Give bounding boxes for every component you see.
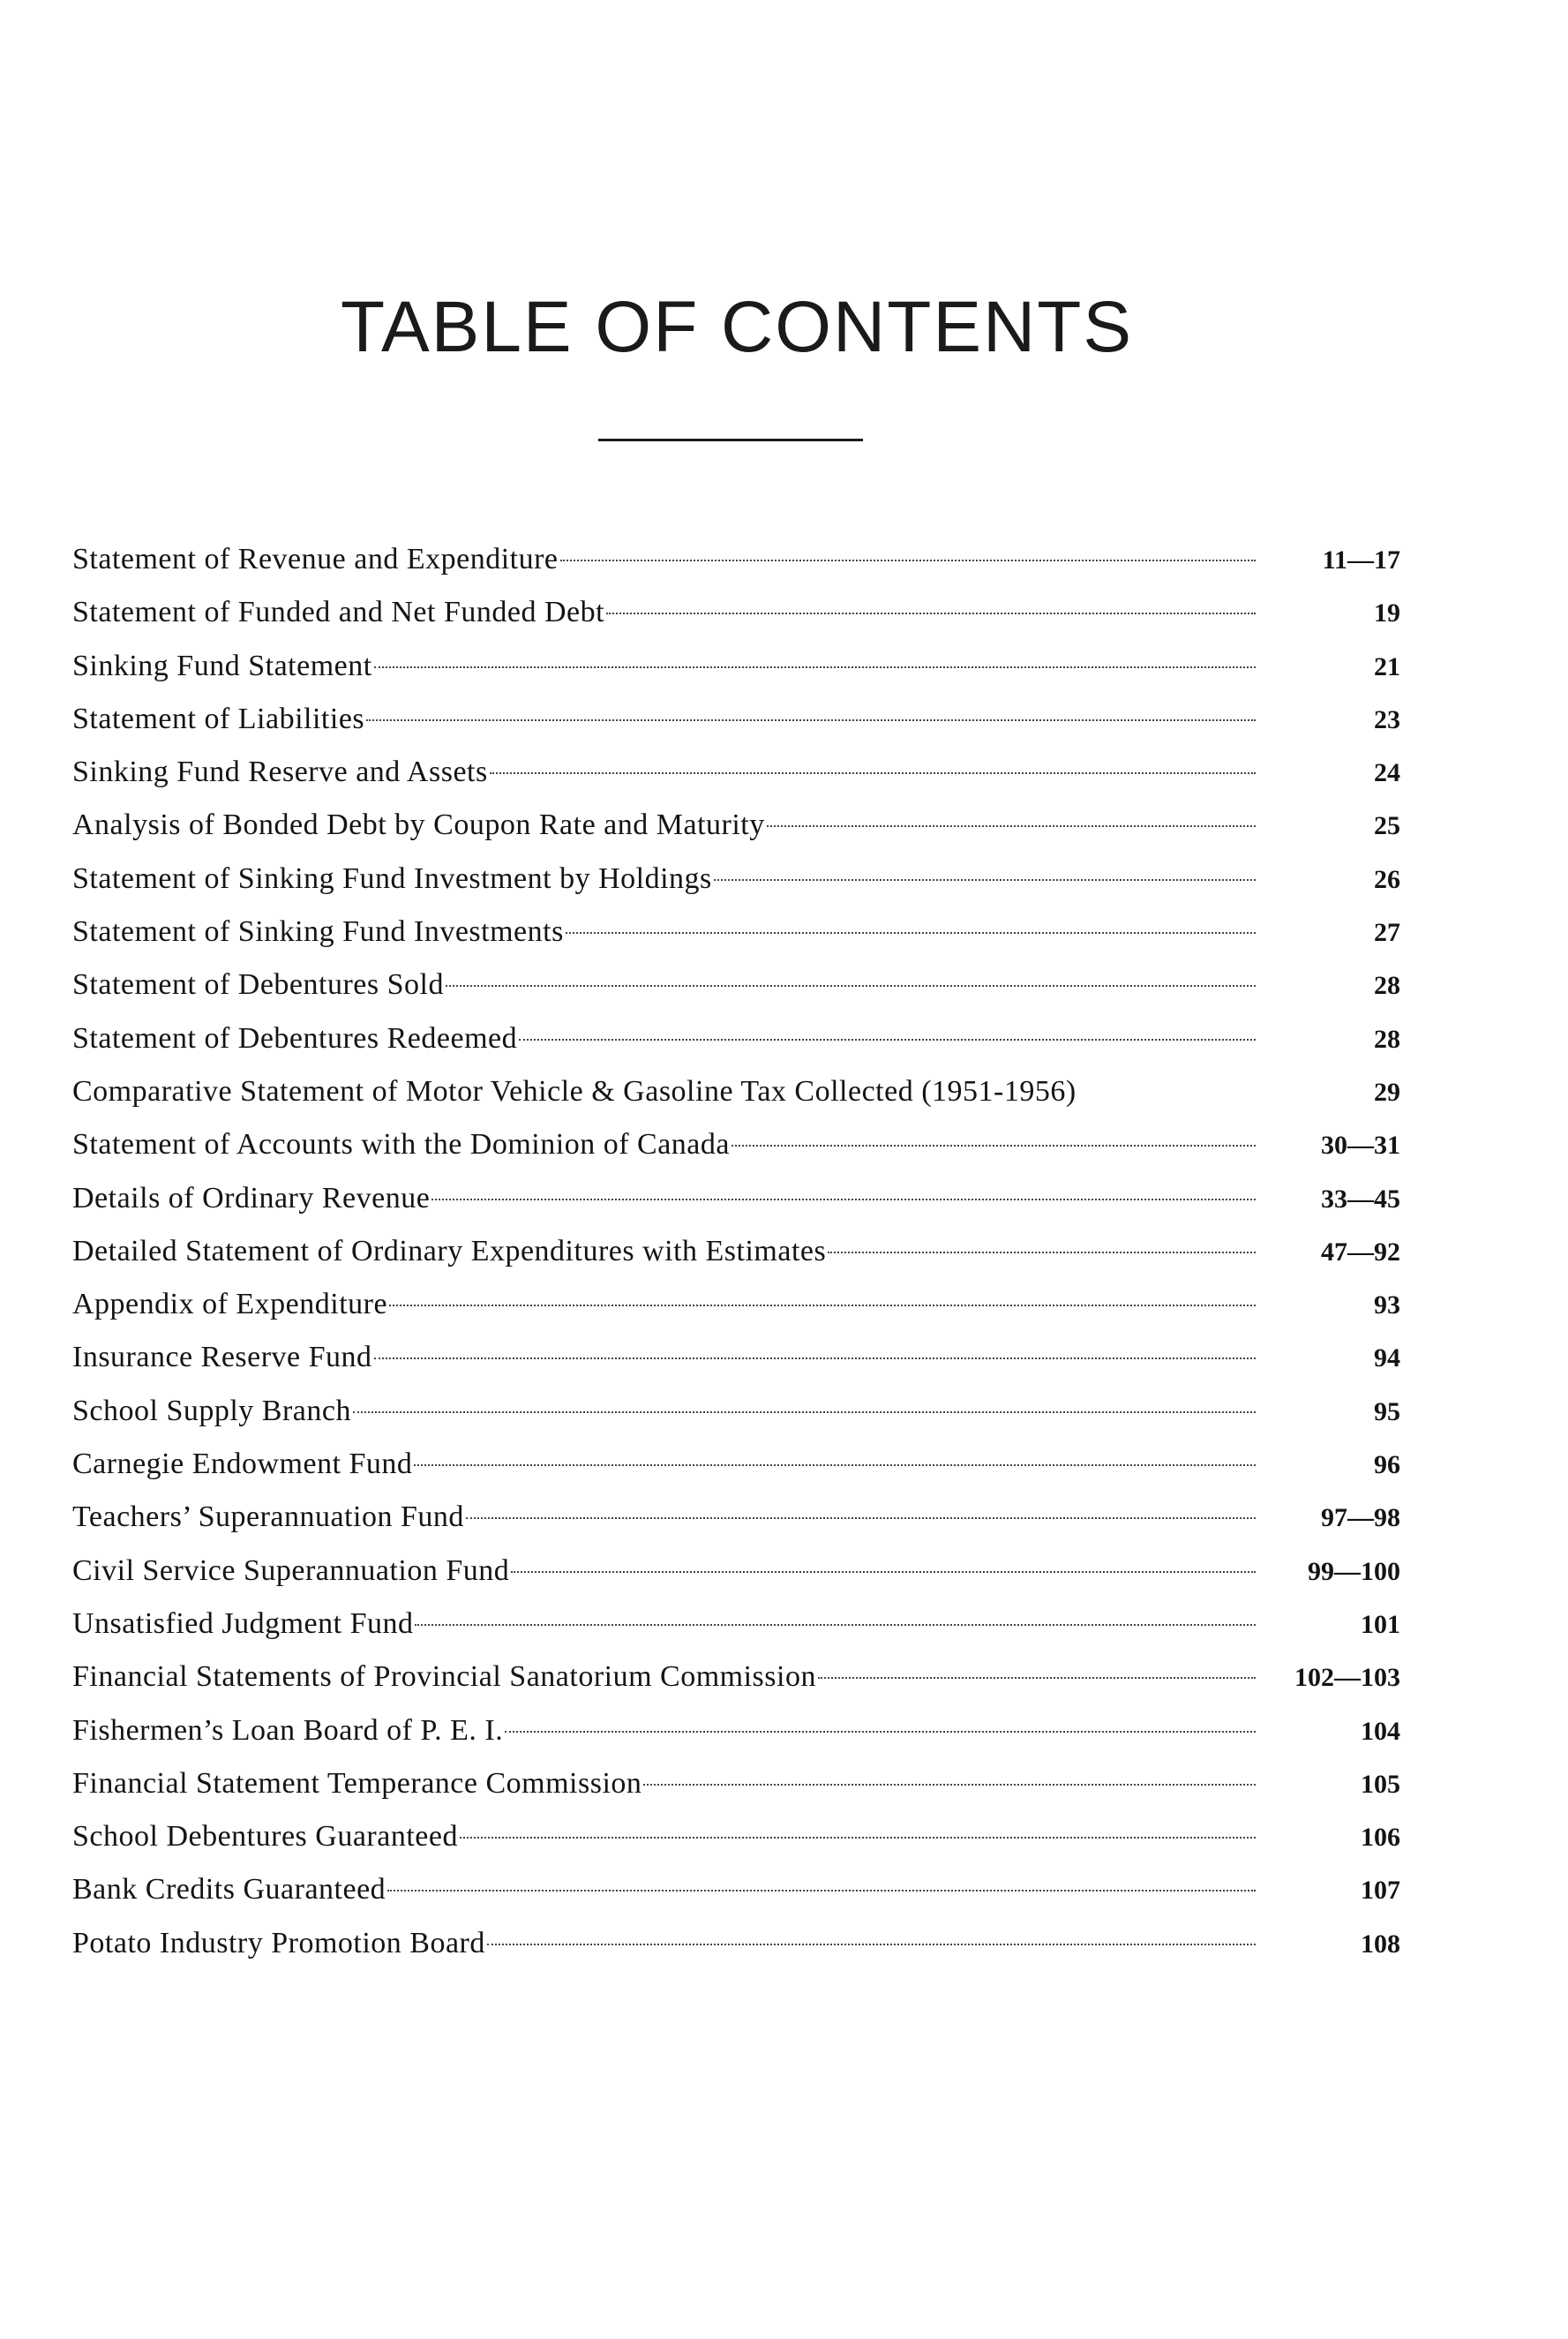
toc-entry[interactable] xyxy=(72,959,1400,1012)
toc-entry[interactable] xyxy=(72,1757,1400,1810)
toc-entry-title: Statement of Accounts with the Dominion of Canada xyxy=(72,1128,730,1162)
toc-entry-title: Statement of Liabilities xyxy=(72,702,365,735)
toc-entry-pages: 33—45 xyxy=(1321,1184,1400,1214)
toc-entry[interactable] xyxy=(72,1065,1400,1118)
dot-leader xyxy=(519,1039,1256,1041)
toc-entry-title: Details of Ordinary Revenue xyxy=(72,1181,431,1215)
toc-entry[interactable] xyxy=(72,586,1400,639)
toc-entry-pages: 95 xyxy=(1374,1396,1400,1426)
toc-entry-title: School Debentures Guaranteed xyxy=(72,1820,458,1854)
toc-entry-pages: 26 xyxy=(1374,864,1400,894)
toc-entry[interactable] xyxy=(72,906,1400,959)
toc-entry[interactable] xyxy=(72,1172,1400,1225)
toc-entry-title: Statement of Debentures Sold xyxy=(72,968,444,1002)
toc-entry-title: Statement of Funded and Net Funded Debt xyxy=(72,596,605,629)
toc-entry[interactable] xyxy=(72,693,1400,746)
toc-entry[interactable] xyxy=(72,533,1400,586)
dot-leader xyxy=(505,1731,1256,1733)
toc-entry[interactable] xyxy=(72,1118,1400,1171)
dot-leader xyxy=(366,719,1256,721)
toc-entry-pages: 107 xyxy=(1361,1876,1400,1906)
toc-entry-title: Sinking Fund Reserve and Assets xyxy=(72,756,488,789)
toc-entry[interactable] xyxy=(72,1545,1400,1598)
toc-entry[interactable] xyxy=(72,799,1400,852)
toc-entry-title: Financial Statements of Provincial Sanatorium Commission xyxy=(72,1660,816,1694)
toc-entry-title: Financial Statement Temperance Commission xyxy=(72,1766,642,1800)
toc-entry-pages: 47—92 xyxy=(1321,1237,1400,1267)
toc-entry-pages: 99—100 xyxy=(1308,1556,1400,1586)
dot-leader xyxy=(431,1199,1256,1200)
dot-leader xyxy=(606,613,1256,614)
toc-entry-title: Bank Credits Guaranteed xyxy=(72,1873,386,1907)
toc-entry-title: Insurance Reserve Fund xyxy=(72,1341,372,1374)
toc-entry-pages: 97—98 xyxy=(1321,1503,1400,1533)
toc-entry[interactable] xyxy=(72,1385,1400,1438)
toc-entry-title: Sinking Fund Statement xyxy=(72,649,372,682)
toc-entry-title: Comparative Statement of Motor Vehicle & Gasoline Tax Collected (1951-1956) xyxy=(72,1074,1077,1108)
toc-entry-pages: 29 xyxy=(1374,1077,1400,1107)
toc-entry-pages: 19 xyxy=(1374,598,1400,628)
toc-entry-pages: 27 xyxy=(1374,918,1400,948)
dot-leader xyxy=(818,1677,1256,1679)
toc-entry[interactable] xyxy=(72,1863,1400,1916)
dot-leader xyxy=(560,560,1257,561)
dot-leader xyxy=(714,879,1256,881)
dot-leader xyxy=(828,1252,1256,1253)
dot-leader xyxy=(767,825,1256,827)
page-title: TABLE OF CONTENTS xyxy=(340,287,1134,367)
toc-entry-title: Detailed Statement of Ordinary Expenditures with Estimates xyxy=(72,1234,827,1267)
toc-entry[interactable] xyxy=(72,1598,1400,1651)
toc-entry-pages: 24 xyxy=(1374,758,1400,788)
toc-entry[interactable] xyxy=(72,1012,1400,1065)
dot-leader xyxy=(487,1944,1256,1945)
toc-entry[interactable] xyxy=(72,1331,1400,1384)
toc-entry-title: Statement of Sinking Fund Investment by Holdings xyxy=(72,861,712,895)
toc-entry[interactable] xyxy=(72,640,1400,693)
dot-leader xyxy=(511,1571,1256,1573)
toc-entry-title: Statement of Revenue and Expenditure xyxy=(72,543,559,575)
toc-entry[interactable] xyxy=(72,1651,1400,1703)
toc-entry-pages: 105 xyxy=(1361,1769,1400,1799)
toc-entry-title: Civil Service Superannuation Fund xyxy=(72,1553,510,1587)
toc-entry[interactable] xyxy=(72,1810,1400,1863)
dot-leader xyxy=(374,1358,1256,1359)
toc-entry-pages: 21 xyxy=(1374,651,1400,681)
toc-entry-pages: 28 xyxy=(1374,971,1400,1001)
toc-entry-title: Teachers’ Superannuation Fund xyxy=(72,1500,464,1534)
toc-entry-title: School Supply Branch xyxy=(72,1394,351,1427)
dot-leader xyxy=(731,1145,1256,1147)
dot-leader xyxy=(389,1305,1256,1306)
dot-leader xyxy=(353,1411,1256,1413)
toc-entry-pages: 30—31 xyxy=(1321,1131,1400,1161)
dot-leader xyxy=(490,772,1256,774)
toc-entry-pages: 106 xyxy=(1361,1823,1400,1853)
dot-leader xyxy=(460,1837,1256,1839)
dot-leader xyxy=(566,932,1256,934)
toc-entry[interactable] xyxy=(72,1491,1400,1544)
toc-entry-pages: 102—103 xyxy=(1294,1663,1400,1693)
toc-entry-pages: 104 xyxy=(1361,1716,1400,1746)
toc-entry[interactable] xyxy=(72,1438,1400,1491)
dot-leader xyxy=(446,985,1256,987)
toc-entry-pages: 28 xyxy=(1374,1024,1400,1054)
toc-entry-pages: 96 xyxy=(1374,1450,1400,1480)
toc-entry-pages: 23 xyxy=(1374,704,1400,734)
dot-leader xyxy=(374,666,1256,668)
toc-entry-pages: 108 xyxy=(1361,1929,1400,1959)
dot-leader xyxy=(414,1464,1256,1466)
toc-entry-title: Statement of Sinking Fund Investments xyxy=(72,915,564,949)
dot-leader xyxy=(415,1624,1256,1626)
toc-entry[interactable] xyxy=(72,746,1400,799)
toc-entry-title: Unsatisfied Judgment Fund xyxy=(72,1606,414,1640)
dot-leader xyxy=(387,1890,1256,1892)
toc-entry-pages: 94 xyxy=(1374,1343,1400,1373)
toc-entry[interactable] xyxy=(72,1278,1400,1331)
toc-entry[interactable] xyxy=(72,853,1400,906)
toc-entry[interactable] xyxy=(72,1704,1400,1757)
dot-leader xyxy=(643,1784,1256,1786)
toc-entry-title: Fishermen’s Loan Board of P. E. I. xyxy=(72,1713,504,1747)
toc-entry[interactable] xyxy=(72,1225,1400,1278)
table-of-contents xyxy=(72,533,1400,1970)
toc-entry-title: Appendix of Expenditure xyxy=(72,1288,388,1321)
title-underline-rule xyxy=(598,439,863,441)
toc-entry-pages: 101 xyxy=(1361,1609,1400,1639)
toc-entry-pages: 93 xyxy=(1374,1290,1400,1320)
dot-leader xyxy=(466,1517,1256,1519)
toc-entry-title: Analysis of Bonded Debt by Coupon Rate and Maturity xyxy=(72,808,765,842)
toc-entry-pages: 11—17 xyxy=(1322,545,1400,575)
toc-entry-title: Potato Industry Promotion Board xyxy=(72,1926,485,1959)
toc-entry[interactable] xyxy=(72,1917,1400,1970)
toc-entry-title: Carnegie Endowment Fund xyxy=(72,1448,413,1481)
toc-entry-title: Statement of Debentures Redeemed xyxy=(72,1021,518,1055)
toc-entry-pages: 25 xyxy=(1374,811,1400,841)
